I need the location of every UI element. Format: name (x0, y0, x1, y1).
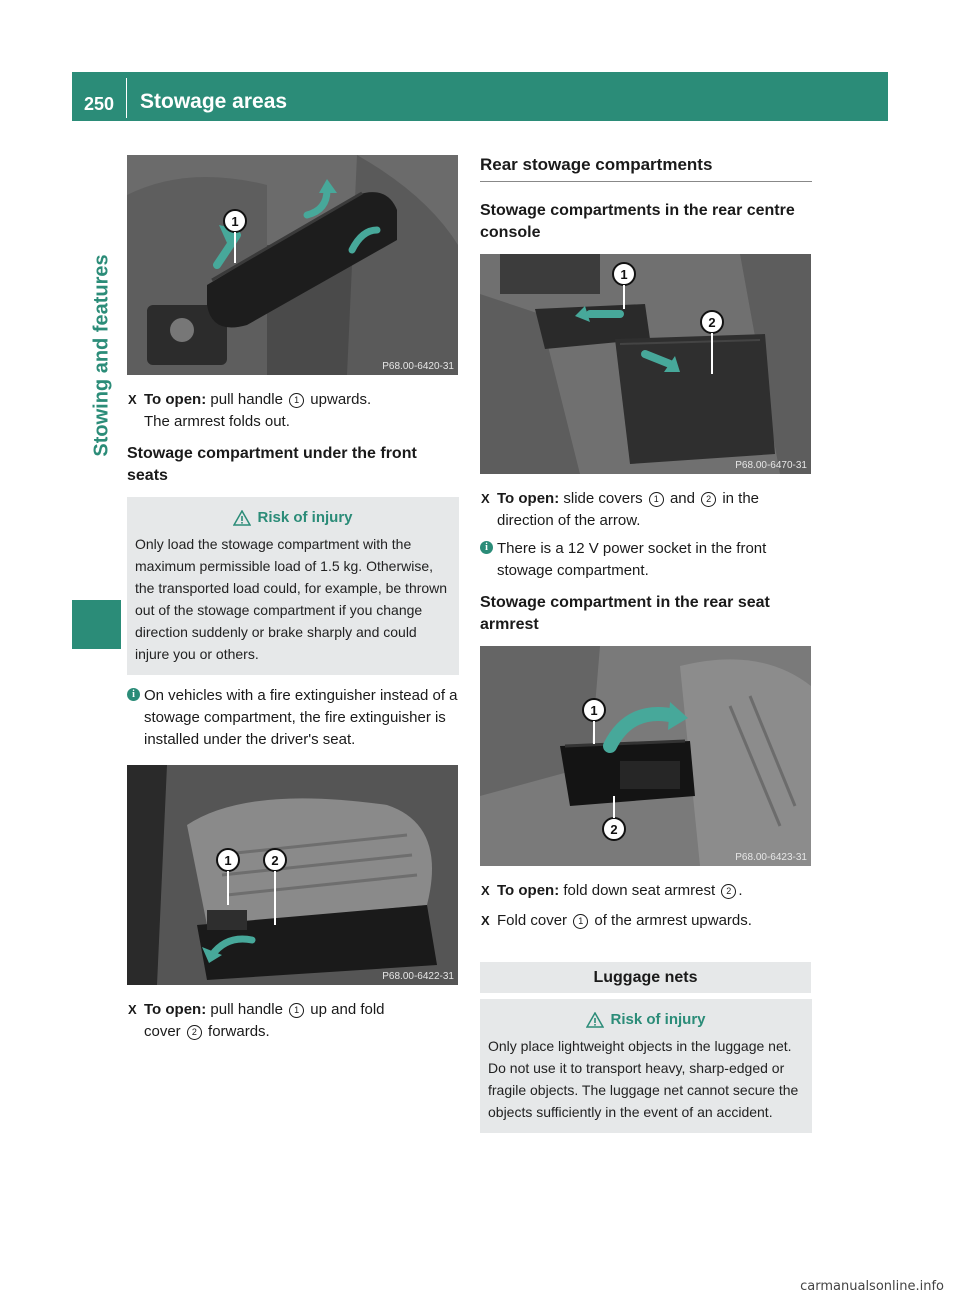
callout-number: 1 (289, 393, 304, 408)
left-column (127, 155, 459, 1043)
svg-text:1: 1 (620, 267, 628, 282)
step-text: fold down seat armrest (563, 882, 716, 899)
step-text: forwards. (208, 1023, 270, 1040)
step-prefix: To open: (497, 882, 560, 899)
side-chapter-text: Stowing and features (90, 253, 113, 457)
step-text: Fold cover (497, 912, 568, 929)
header-divider (126, 78, 127, 118)
callout-number: 1 (573, 914, 588, 929)
warning-triangle-icon (233, 510, 251, 526)
warning-title (488, 1009, 804, 1031)
step-arrow-icon: X (481, 913, 490, 928)
step-arrow-icon: X (128, 1002, 137, 1017)
step-result: The armrest folds out. (144, 413, 290, 430)
step-text: . (738, 882, 743, 899)
step-text: pull handle (210, 391, 283, 408)
photo-front-armrest (127, 155, 458, 375)
warning-title-text: Risk of injury (257, 509, 353, 526)
svg-text:1: 1 (224, 853, 232, 868)
step-arrow-icon: X (481, 883, 490, 898)
svg-text:2: 2 (271, 853, 279, 868)
step-fold-cover (480, 910, 812, 932)
step-text: of the armrest upwards. (594, 912, 752, 929)
side-chapter-tab (72, 600, 121, 649)
section-heading-rear: Rear stowage compartments (480, 155, 812, 182)
step-fold-down-armrest (480, 880, 812, 902)
warning-title-text: Risk of injury (610, 1011, 706, 1028)
subheading-rear-centre-console: Stowage compartments in the rear centre console (480, 202, 795, 241)
info-note (480, 538, 812, 582)
info-icon: i (127, 688, 140, 701)
warning-title (135, 507, 451, 529)
front-seat-compartment-illustration (127, 765, 458, 985)
subheading-rear-armrest: Stowage compartment in the rear seat armrest (480, 594, 770, 633)
callout-number: 2 (721, 884, 736, 899)
photo-front-seat-compartment (127, 765, 458, 985)
right-column (480, 155, 812, 1133)
callout-number: 1 (289, 1003, 304, 1018)
info-text: On vehicles with a fire extinguisher instead of a stowage compartment, the fire extinguisher is installed under the driver's seat. (144, 687, 458, 748)
callout-number: 2 (187, 1025, 202, 1040)
step-text: in the direction of the arrow. (497, 490, 760, 529)
photo-rear-centre-console (480, 254, 811, 474)
svg-text:2: 2 (708, 315, 716, 330)
subheading-front-seats: Stowage compartment under the front seats (127, 445, 417, 484)
step-text: upwards. (310, 391, 372, 408)
step-arrow-icon: X (128, 392, 137, 407)
warning-text: Only load the stowage compartment with the maximum permissible load of 1.5 kg. Otherwise, the transported load could, for example, be thrown out of the stowage compartment if you change direction suddenly or brake sharply and could injure you or others. (135, 536, 448, 662)
step-open-console-covers (480, 488, 812, 532)
callout-number: 1 (649, 492, 664, 507)
photo-rear-armrest (480, 646, 811, 866)
rear-console-illustration (480, 254, 811, 474)
page-number: 250 (84, 94, 115, 114)
step-text: up and fold (310, 1001, 385, 1018)
info-text: There is a 12 V power socket in the front stowage compartment. (497, 540, 767, 579)
warning-text: Only place lightweight objects in the luggage net. Do not use it to transport heavy, sharp-edged or fragile objects. The luggage net cannot secure the objects sufficiently in the event of an accident. (488, 1038, 799, 1120)
step-open-seat-compartment (127, 999, 459, 1043)
svg-text:1: 1 (590, 703, 598, 718)
section-heading-luggage-nets: Luggage nets (480, 962, 811, 993)
photo-code: P68.00-6422-31 (382, 971, 454, 982)
step-arrow-icon: X (481, 491, 490, 506)
step-text: and (669, 490, 695, 507)
step-prefix: To open: (144, 1001, 207, 1018)
warning-box (127, 497, 459, 675)
info-note (127, 685, 459, 751)
step-prefix: To open: (497, 490, 560, 507)
rear-armrest-illustration (480, 646, 811, 866)
side-chapter-label (90, 120, 114, 590)
warning-triangle-icon (586, 1012, 604, 1028)
warning-box (480, 999, 812, 1133)
step-text: pull handle (210, 1001, 283, 1018)
page-title: Stowage areas (140, 90, 288, 113)
front-armrest-illustration (127, 155, 458, 375)
step-text: slide covers (563, 490, 643, 507)
step-prefix: To open: (144, 391, 207, 408)
footer-watermark: carmanualsonline.info (800, 1279, 944, 1294)
photo-code: P68.00-6423-31 (735, 852, 807, 863)
callout-number: 2 (701, 492, 716, 507)
step-open-armrest (127, 389, 459, 411)
svg-text:1: 1 (231, 214, 239, 229)
svg-text:2: 2 (610, 822, 618, 837)
photo-code: P68.00-6420-31 (382, 361, 454, 372)
info-icon: i (480, 541, 493, 554)
photo-code: P68.00-6470-31 (735, 460, 807, 471)
step-text: cover (144, 1023, 181, 1040)
